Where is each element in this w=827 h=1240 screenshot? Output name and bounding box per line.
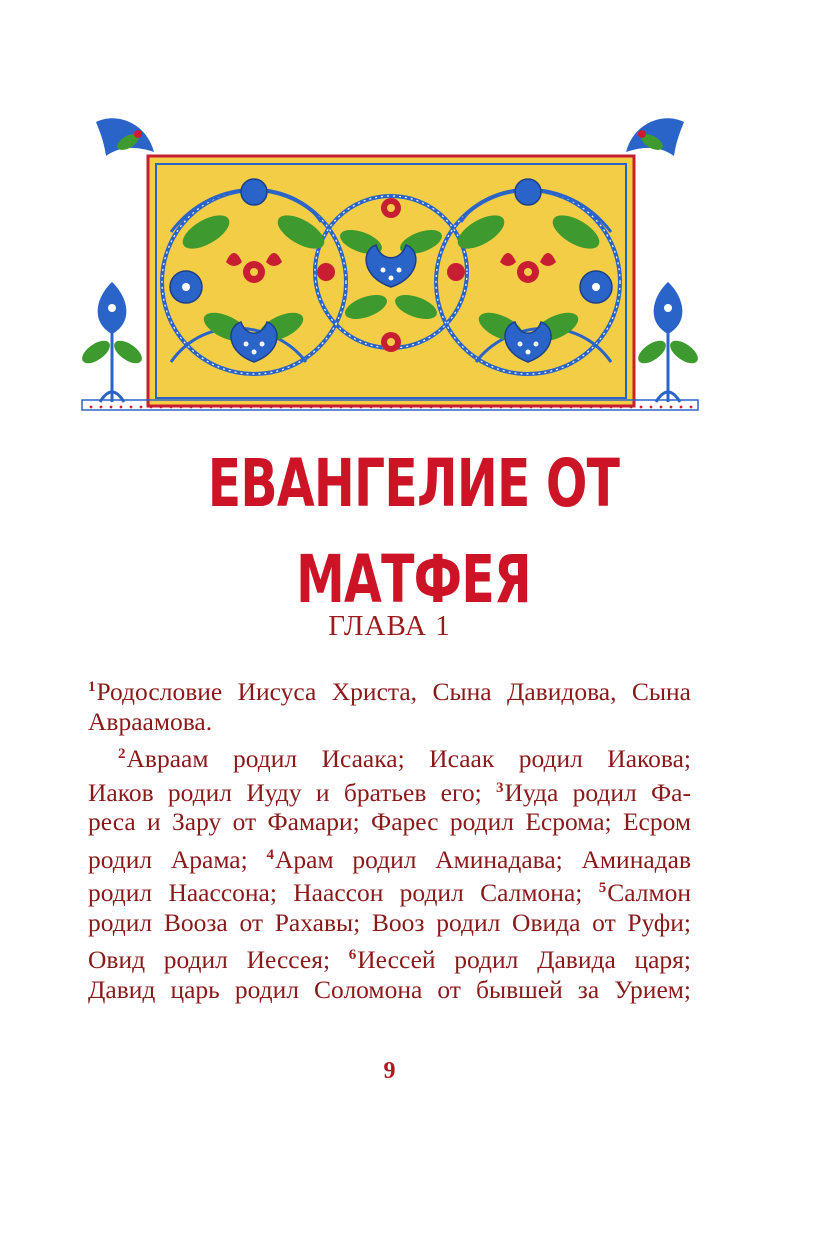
text-line: Иаков родил Иуду и братьев его; $^3$Иуда родил Фа-	[88, 777, 691, 807]
floral-ornament-icon	[76, 112, 704, 424]
text-line: родил Вооза от Рахавы; Вооз родил Овида от Руфи;	[88, 907, 691, 937]
verse-number: 6	[348, 947, 357, 963]
verse-number: 4	[266, 846, 274, 863]
text-line: родил Наассона; Наассон родил Салмона; $^5$Салмон	[88, 878, 691, 907]
text-line: $^2$Авраам родил Исаака; Исаак родил Иакова;	[118, 744, 691, 773]
chapter-heading: ГЛАВА 1	[328, 610, 451, 642]
scripture-text	[88, 671, 691, 1006]
verse-number: 3	[495, 779, 504, 796]
text-line: $^1$Родословие Иисуса Христа, Сына Давидова, Сына	[88, 677, 691, 706]
verse-number: 2	[118, 746, 126, 762]
book-title: ЕВАНГЕЛИЕ ОТ МАТФЕЯ	[207, 445, 620, 618]
text-line: Авраамова.	[88, 706, 213, 736]
verse-number: 1	[88, 679, 96, 695]
text-line: Давид царь родил Соломона от бывшей за Урием;	[88, 974, 691, 1004]
page-number: 9	[383, 1058, 396, 1084]
text-line: Овид родил Иессея; $^6$Иессей родил Давида царя;	[88, 945, 691, 974]
text-line: реса и Зару от Фамари; Фарес родил Есрома; Есром	[88, 807, 691, 836]
verse-number: 5	[598, 880, 607, 896]
text-line: родил Арама; $^4$Арам родил Аминадава; Аминадав	[88, 844, 691, 874]
